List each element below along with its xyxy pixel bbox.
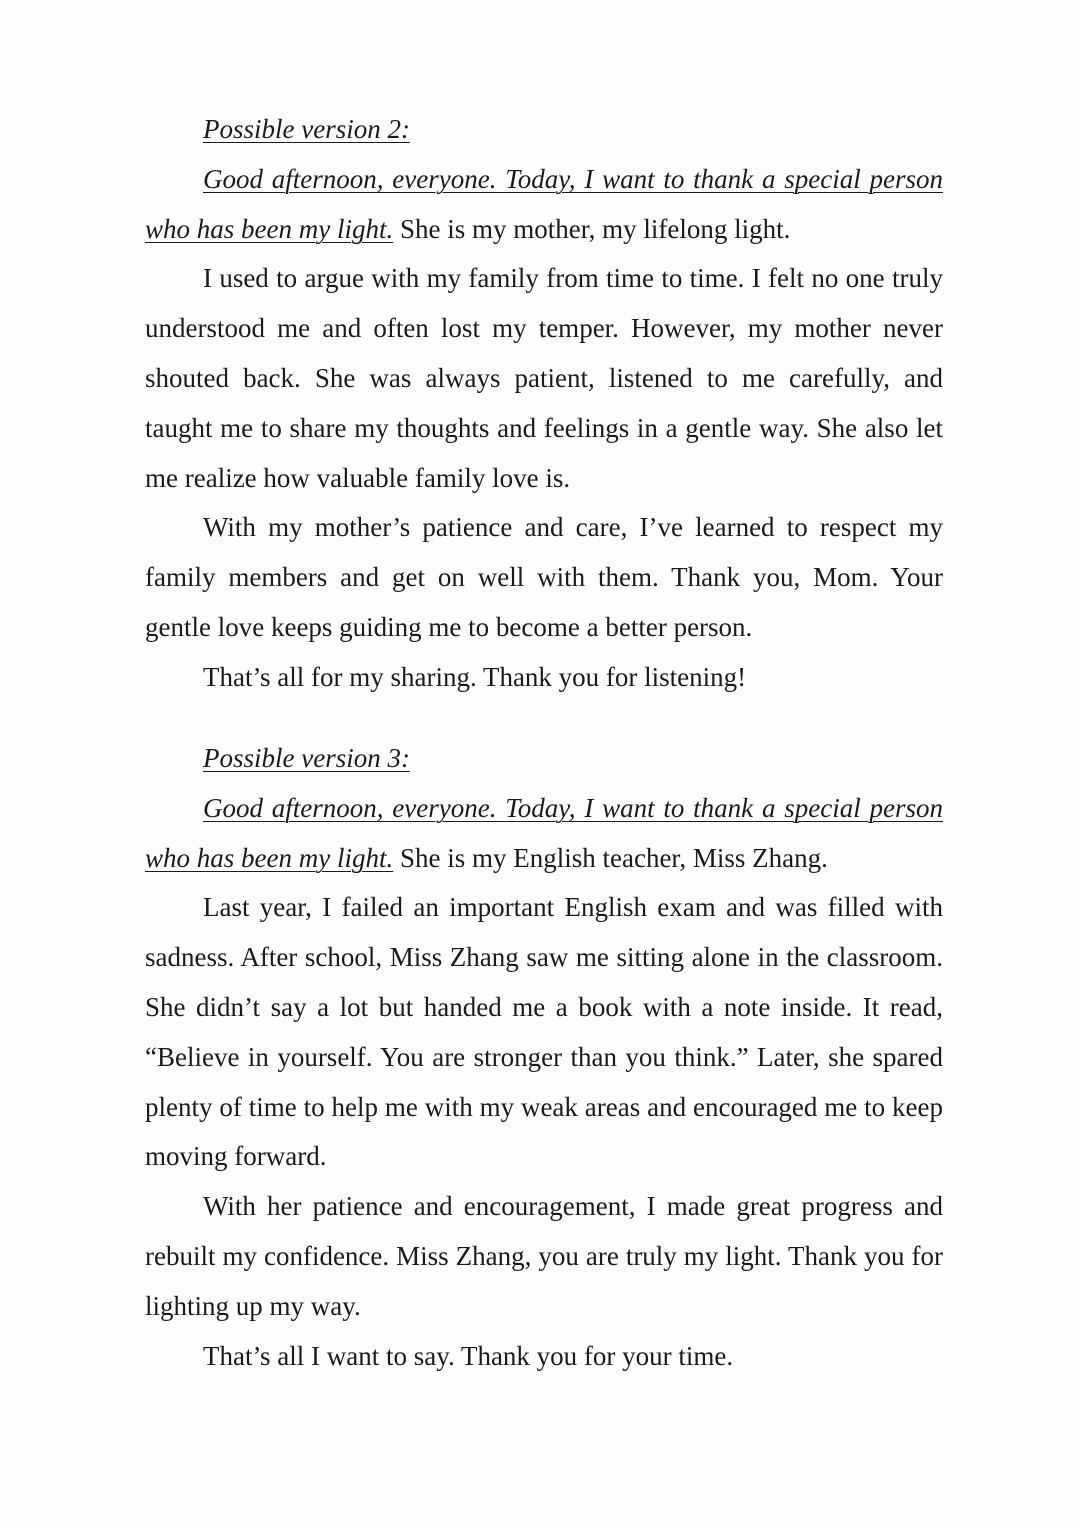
version-3-opening-underlined: Good afternoon, everyone. Today, I want to thank a special person who has been my light. <box>145 792 943 873</box>
version-2-section <box>145 105 943 703</box>
version-3-paragraph-2: With her patience and encouragement, I made great progress and rebuilt my confidence. Miss Zhang, you are truly my light. Thank you for lighting up my way. <box>145 1191 943 1321</box>
version-2-paragraph-2: With my mother’s patience and care, I’ve learned to respect my family members and get on well with them. Thank you, Mom. Your gentle love keeps guiding me to become a better person. <box>145 512 943 642</box>
version-2-opening-rest: She is my mother, my lifelong light. <box>393 213 791 244</box>
version-2-opening-underlined: Good afternoon, everyone. Today, I want to thank a special person who has been my light. <box>145 163 943 244</box>
version-2-heading-line <box>145 105 943 155</box>
version-3-closing: That’s all I want to say. Thank you for your time. <box>203 1340 734 1371</box>
version-2-closing: That’s all for my sharing. Thank you for listening! <box>203 661 747 692</box>
version-3-heading-line <box>145 734 943 784</box>
version-3-section <box>145 734 943 1381</box>
version-3-opening <box>145 784 943 884</box>
version-3-paragraph-1: Last year, I failed an important English exam and was filled with sadness. After school, Miss Zhang saw me sitting alone in the classroom. She didn’t say a lot but handed me a book with a note inside. It read, “Believe in yourself. You are stronger than you think.” Later, she spared plenty of time to help me with my weak areas and encouraged me to keep moving forward. <box>145 892 943 1172</box>
version-3-opening-rest: She is my English teacher, Miss Zhang. <box>393 842 828 873</box>
version-2-opening <box>145 155 943 255</box>
version-2-paragraph-1: I used to argue with my family from time to time. I felt no one truly understood me and often lost my temper. However, my mother never shouted back. She was always patient, listened to me carefully, and taught me to share my thoughts and feelings in a gentle way. She also let me realize how valuable family love is. <box>145 263 943 493</box>
version-3-heading: Possible version 3: <box>203 743 410 773</box>
version-2-heading: Possible version 2: <box>203 114 410 144</box>
